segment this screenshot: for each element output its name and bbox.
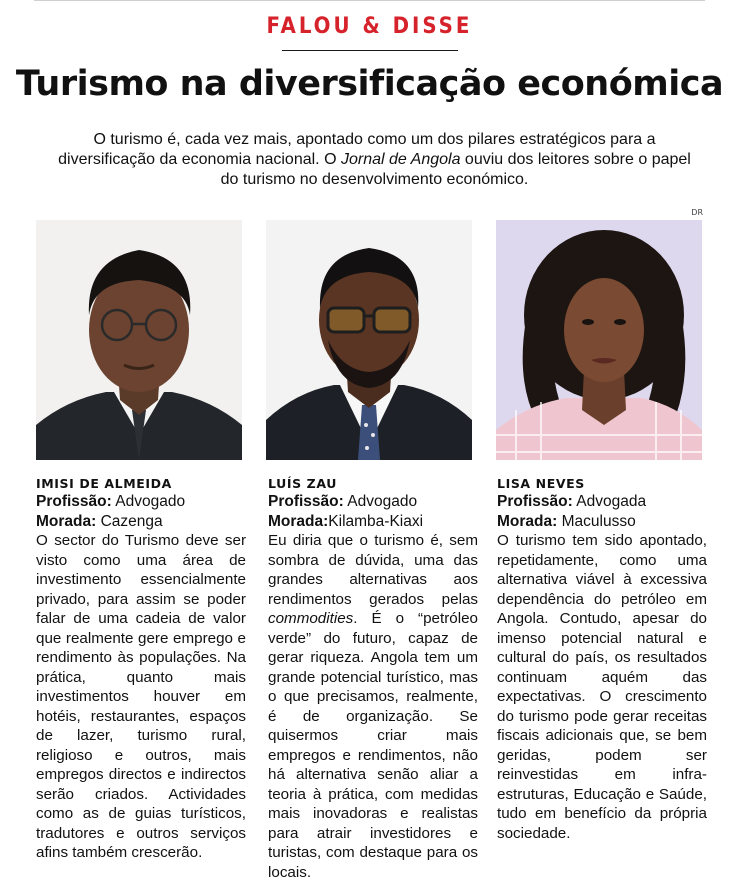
intro-text-1: O turismo é, cada vez mais, apontado como um dos pilares estratégicos para a diversificação da economia nacional. O [58,131,656,168]
testimony-text-2: . É o “petróleo verde” do futuro, capaz de gerar riqueza. Angola tem um grande potencial turístico, mas o que precisamos, realmente, é de organização. Se quisermos criar mais empregos e rendimentos, não há alternativa senão aliar a teoria à prática, com medidas mais inovadoras e realistas para atrair investidores e turistas, com destaque para os locais. [268,610,478,881]
profession-value: Advogado [347,493,418,510]
testimony-italic-word: commodities [268,610,354,627]
profession-value: Advogado [115,493,186,510]
person-name: LISA NEVES [497,476,585,491]
testimony-column-2 [268,476,478,882]
profession-label: Profissão: [497,493,573,510]
person-name: IMISI DE ALMEIDA [36,476,172,491]
address-label: Morada: [497,512,558,530]
profession-line [497,492,707,512]
address-line [268,512,478,532]
testimony-column-3 [497,476,707,843]
address-value: Maculusso [561,512,636,530]
top-rule [34,0,705,1]
profession-value: Advogada [576,493,647,510]
testimony-column-1 [36,476,246,863]
address-value: Cazenga [100,512,163,530]
testimony-text [268,531,478,882]
profession-label: Profissão: [268,493,344,510]
person-name: LUÍS ZAU [268,476,337,491]
profession-line [36,492,246,512]
intro-newspaper-name: Jornal de Angola [340,151,461,168]
address-label: Morada: [36,512,97,530]
intro-text-2: ouviu dos leitores sobre o papel do turismo no desenvolvimento económico. [220,151,691,188]
profession-line [268,492,478,512]
address-value: Kilamba-Kiaxi [328,512,424,530]
portrait-imisi-de-almeida [36,220,242,460]
photo-credit: DR [691,208,703,217]
kicker-underline [282,50,458,51]
portrait-lisa-neves [496,220,702,460]
address-line [497,512,707,532]
address-line [36,512,246,532]
testimony-text: O sector do Turismo deve ser visto como uma área de investimento essencialmente privado, para assim se poder falar de uma cadeia de valor que realmente gere emprego e rendimento às populações. Na prática, quanto mais investimentos houver em hotéis, restaurantes, espaços de lazer, turismo rural, religioso e outros, mais empregos directos e indirectos serão criados. Actividades como as de guias turísticos, tradutores e outros serviços afins também crescerão. [36,532,246,861]
profession-label: Profissão: [36,493,112,510]
testimony-text-1: Eu diria que o turismo é, sem sombra de dúvida, uma das grandes alternativas aos rendimentos gerados pelas [268,532,478,608]
section-kicker: FALOU & DISSE [266,14,473,39]
address-label: Morada: [268,512,329,530]
headline: Turismo na diversificação económica [15,64,724,104]
portrait-luis-zau [266,220,472,460]
testimony-text: O turismo tem sido apontado, repetidamente, como uma alternativa viável à excessiva dependência do petróleo em Angola. Contudo, apesar do imenso potencial natural e cultural do país, os resultados continuam aquém das expectativas. O crescimento do turismo pode gerar receitas fiscais adicionais que, se bem geridas, podem ser reinvestidas em infra-estruturas, Educação e Saúde, tudo em benefício da própria sociedade. [497,532,707,842]
intro-paragraph [50,130,699,190]
